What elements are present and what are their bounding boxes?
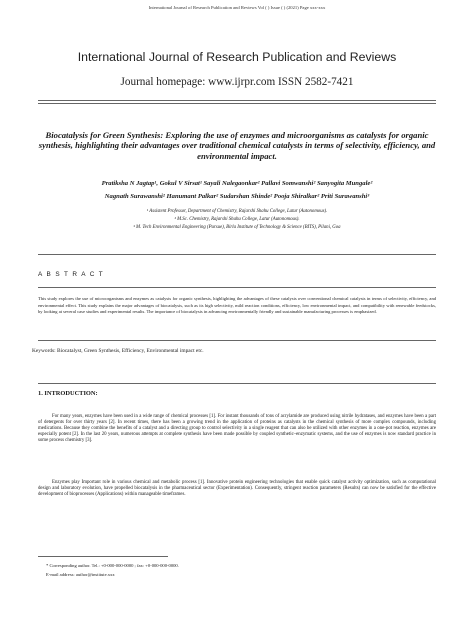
header-divider-double [38, 103, 436, 104]
affiliation-2: ² M.Sc. Chemistry, Rajarshi Shahu College, Latur (Autonomous). [174, 217, 300, 222]
journal-homepage[interactable]: Journal homepage: www.ijrpr.com ISSN 2582-7421 [120, 76, 354, 88]
footnote-email[interactable]: E-mail address: author@institute.xxx [46, 572, 115, 577]
authors-line-1: Pratiksha N Jagtap¹, Gokul V Sirsat¹ Sayali Nalegaonkar² Pallavi Somwanshi² Sanyogita Mungale² [101, 180, 373, 187]
authors-line-2: Nagnath Surawanshi² Hanumant Palkar² Sudarshan Shinde² Pooja Shiralkar² Priti Surawanshi³ [104, 193, 370, 200]
journal-name: International Journal of Research Publication and Reviews [77, 50, 397, 64]
footnote-rule [38, 556, 168, 557]
abstract-text: This study explores the use of microorganisms and enzymes as catalysts for organic synthesis, highlighting the advantages of these catalysts over conventional chemical catalysts in terms of selectivity, efficiency, and environmental effect. This study explains the major advantages of biocatalysis, such as its high selectivity, mild reaction conditions, efficiency, low environmental impact, and compatibility with renewable feedstocks, by looking at several case studies and experimental results. The importance of biocatalysis in advancing environmentally friendly and sustainable manufacturing processes is emphasized. [38, 296, 436, 315]
paper-title: Biocatalysis for Green Synthesis: Exploring the use of enzymes and microorganisms as catalysts for organic synthesis, highlighting their advantages over traditional chemical catalysts in terms of selectivity, efficiency, and environmental impact. [38, 130, 436, 161]
footnote-corresponding-author: * Corresponding author. Tel.: +0-000-000-0000 ; fax: +0-000-000-0000. [46, 563, 179, 568]
running-header: International Journal of Research Publication and Reviews Vol ( ) Issue ( ) (2021) Page xxx-xxx [148, 5, 326, 10]
intro-paragraph-1: For many years, enzymes have been used in a wide range of chemical processes [1]. For instant thousands of tons of acrylamide are produced using nitrile hydratases, and enzymes have been a part of detergents for over thirty years [2]. In recent times, there has been a growing trend in the application of proteins as catalysts in the chemical synthesis of more complex compounds, including medications. Because they combine the benefits of a catalyst and a directing group to control selectivity in a single reagent that can also be utilized with other enzymes in a one-pot reaction, enzymes are especially potent [2]. In the last 20 years, numerous attempts at complete synthesis have been made possible by coupled synthetic–enzymatic systems, and the use of enzymes is now standard practice in some process chemistry [3]. [38, 414, 436, 444]
keywords: Keywords: Biocatalyst, Green Synthesis, Efficiency, Environmental impact etc. [32, 348, 204, 354]
affiliation-1: ¹ Assistent Professor, Department of Chemistry, Rajarshi Shahu College, Latur (Autonomous). [146, 209, 328, 214]
affiliation-3: ³ M. Tech Environmental Engineering (Pursue), Birla Institute of Technology & Science (BITS), Pilani, Goa [133, 225, 341, 230]
abstract-top-rule [38, 254, 436, 255]
intro-paragraph-2: Enzymes play Important role in various chemical and metabolic process [1]. Innovative protein engineering technologies that enable quick catalyst activity optimization, such as computational design and laboratory evolution, have propelled biocatalysis in the pharmaceutical sector (Experimentation). Consequently, stringent reaction parameters (Results) can now be satisfied for the effective development of bioprocesses (Applications) within manageable timeframes. [38, 480, 436, 498]
abstract-heading-rule [38, 287, 436, 288]
section-rule [38, 383, 436, 384]
header-divider [38, 100, 436, 101]
section-heading-introduction: 1. INTRODUCTION: [38, 390, 98, 397]
abstract-heading: A B S T R A C T [38, 271, 105, 278]
abstract-bottom-rule [38, 340, 436, 341]
